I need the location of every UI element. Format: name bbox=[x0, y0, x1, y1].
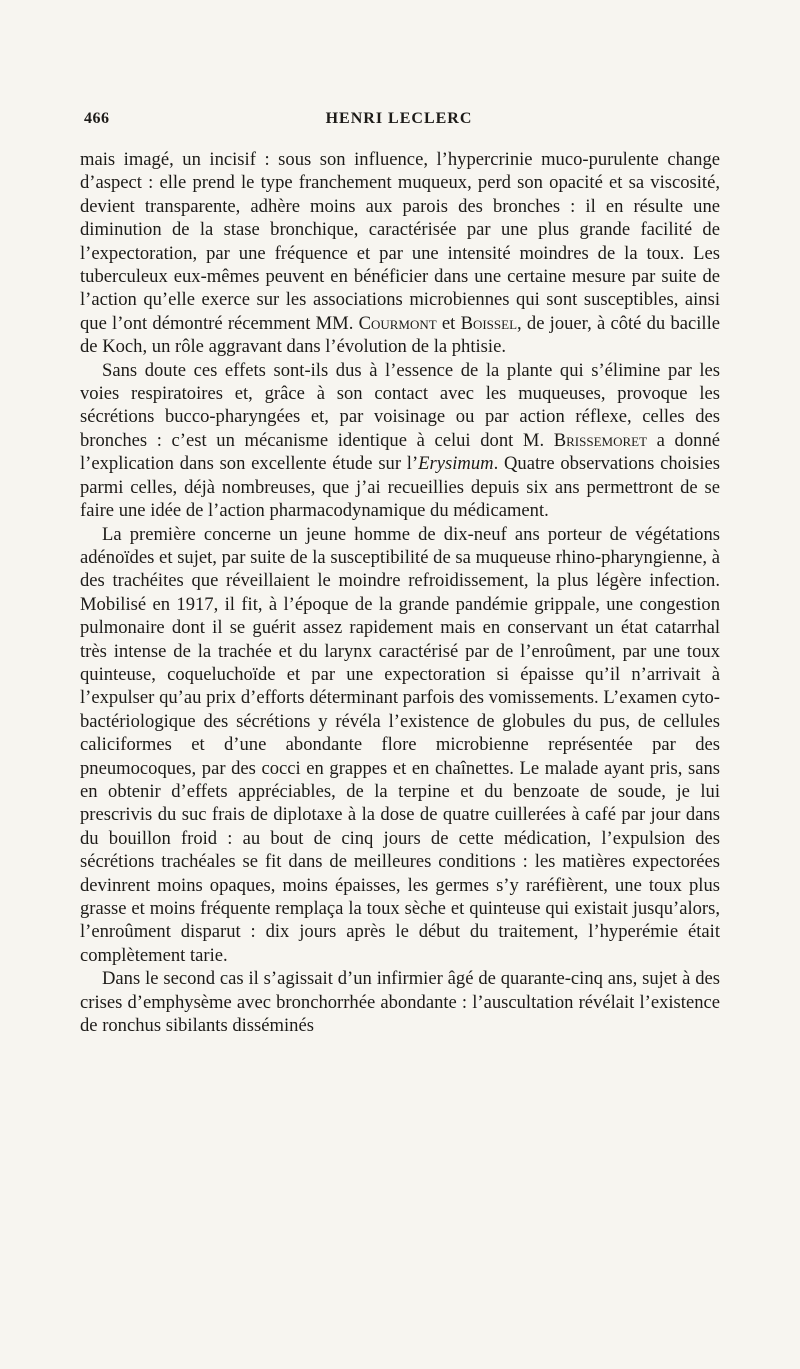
paragraph-1 bbox=[80, 148, 720, 359]
plant-name-erysimum: Erysimum bbox=[418, 453, 494, 475]
body-text bbox=[80, 148, 720, 1037]
paragraph-3: La première concerne un jeune homme de dix-neuf ans porteur de végétations adénoïdes et sujet, par suite de la susceptibilité de sa muqueuse rhino-pharyngienne, à des trachéites que réveillaient le moindre refroidissement, la plus légère infection. Mobilisé en 1917, il fit, à l’époque de la grande pandémie grippale, une congestion pulmonaire dont il se guérit assez rapidement mais en conservant un état catarrhal très intense de la trachée et du larynx caractérisé par de l’enroûment, par une toux quinteuse, coqueluchoïde et par une expectoration si épaisse qu’il n’arrivait à l’expulser qu’au prix d’efforts déterminant parfois des vomissements. L’examen cyto-bactériologique des sécrétions y révéla l’existence de globules du pus, de cellules caliciformes et d’une abondante flore microbienne représentée par des pneumocoques, par des cocci en grappes et en chaînettes. Le malade ayant pris, sans en obtenir d’effets appréciables, de la terpine et du benzoate de soude, je lui prescrivis du suc frais de diplotaxe à la dose de quatre cuillerées à café par jour dans du bouillon froid : au bout de cinq jours de cette médication, l’expulsion des sécrétions trachéales se fit dans de meilleures conditions : les matières expectorées devinrent moins opaques, moins épaisses, les germes s’y raréfièrent, une toux plus grasse et moins fréquente remplaça la toux sèche et quinteuse qui existait jusqu’alors, l’enroûment disparut : dix jours après le début du traitement, l’hyperémie était complètement tarie. bbox=[80, 523, 720, 966]
page-number: 466 bbox=[84, 110, 110, 127]
text-run: . Quatre observations choisies parmi celles, déjà nombreuses, que j’ai recueillies depuis six ans permettront de se faire une idée de l’action pharmacodynamique du médicament. bbox=[80, 453, 720, 522]
text-run: et bbox=[436, 312, 461, 334]
text-run: Sans doute ces effets sont-ils dus à l’essence de la plante qui s’élimine par les voies respiratoires et, grâce à son contact avec les muqueuses, provoque les sécrétions bucco-pharyngées et, par voisinage ou par action réflexe, celles des bronches : c’est un mécanisme identique à celui dont M. bbox=[80, 359, 720, 451]
author-name-brissemoret: Brissemoret bbox=[553, 429, 648, 451]
text-run: mais imagé, un incisif : sous son influence, l’hypercrinie muco-purulente change d’aspect : elle prend le type franchement muqueux, perd son opacité et sa viscosité, devient transparente, adhère moins aux parois des bronches : il en résulte une diminution de la stase bronchique, caractérisée par une plus grande facilité de l’expectoration, par une fréquence et par une intensité moindres de la toux. Les tuberculeux eux-mêmes peuvent en bénéficier dans une certaine mesure par suite de l’action qu’elle exerce sur les associations microbiennes qui sont susceptibles, ainsi que l’ont démontré récemment MM. bbox=[80, 149, 720, 334]
text-run: a donné l’explication dans son excellente étude sur l’ bbox=[80, 429, 720, 475]
running-head: HENRI LECLERC bbox=[325, 110, 473, 127]
author-name-courmont: Courmont bbox=[358, 312, 437, 334]
text-run: , de jouer, à côté du bacille de Koch, un rôle aggravant dans l’évolution de la phtisie. bbox=[80, 312, 720, 358]
page-header bbox=[84, 110, 714, 134]
paragraph-2 bbox=[80, 359, 720, 523]
paragraph-4: Dans le second cas il s’agissait d’un infirmier âgé de quarante-cinq ans, sujet à des crises d’emphysème avec bronchorrhée abondante : l’auscultation révélait l’existence de ronchus sibilants disséminés bbox=[80, 968, 720, 1037]
author-name-boissel: Boissel bbox=[460, 312, 518, 334]
